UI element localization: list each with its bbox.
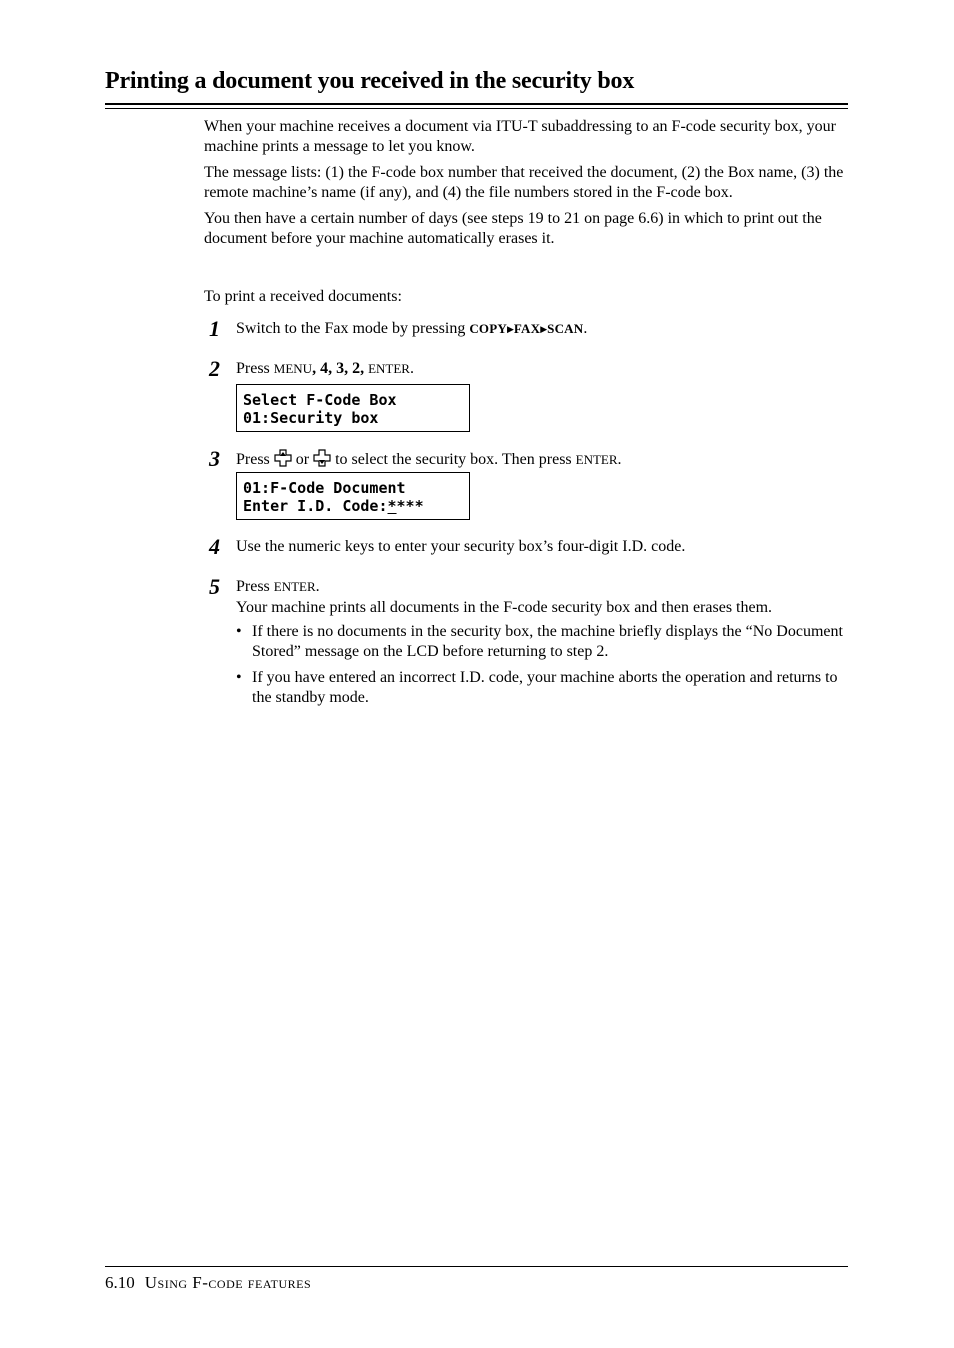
step-3-text xyxy=(236,449,848,473)
key-enter: ENTER xyxy=(575,452,618,467)
key-sequence: , 4, 3, 2, xyxy=(312,360,365,377)
step-number-1: 1 xyxy=(209,316,220,341)
list-item xyxy=(236,668,848,708)
note-text: If there is no documents in the security box, the machine briefly displays the “No Document Stored” message on the LCD before returning to step 2. xyxy=(252,623,843,660)
key-fax: FAX xyxy=(513,321,541,336)
step-1-period: . xyxy=(583,320,588,337)
step-3-or: or xyxy=(295,451,310,468)
nav-down-icon xyxy=(313,449,331,473)
step-number-5: 5 xyxy=(209,574,220,599)
page-number: 6.10 xyxy=(105,1273,135,1292)
intro-section xyxy=(204,117,850,249)
lcd-line-2 xyxy=(243,497,469,515)
footer-rule xyxy=(105,1266,848,1267)
lcd-cursor: * xyxy=(387,497,397,515)
step-2-period: . xyxy=(409,360,414,377)
step-5-line-1 xyxy=(236,577,848,597)
title-rule-thin xyxy=(105,108,848,109)
step-5-line-2: Your machine prints all documents in the F-code security box and then erases them. xyxy=(236,599,773,616)
page-footer xyxy=(105,1273,311,1293)
lcd-line-1: Select F-Code Box xyxy=(243,391,397,409)
step-number-4: 4 xyxy=(209,534,220,559)
lcd-id-prompt: Enter I.D. Code: xyxy=(243,497,388,515)
arrow-right-icon: ▶ xyxy=(506,324,514,334)
lcd-id-mask: *** xyxy=(396,497,424,515)
key-scan: SCAN xyxy=(547,321,584,336)
note-text: If you have entered an incorrect I.D. code, your machine aborts the operation and returns to the standby mode. xyxy=(252,669,838,706)
bullet-icon: • xyxy=(236,669,242,686)
step-5-notes xyxy=(236,622,848,714)
intro-paragraph-3: You then have a certain number of days (see steps 19 to 21 on page 6.6) in which to print out the document before your machine automatically erases it. xyxy=(204,210,822,247)
title-rule-thick xyxy=(105,103,848,105)
lead-text: To print a received documents: xyxy=(204,288,402,305)
step-number-2: 2 xyxy=(209,356,220,381)
step-5-period: . xyxy=(315,578,320,595)
step-3-instruction: to select the security box. Then press xyxy=(335,451,572,468)
intro-paragraph-2: The message lists: (1) the F-code box number that received the document, (2) the Box name, (3) the remote machine’s name (if any), and (4) the file numbers stored in the F-code box. xyxy=(204,164,844,201)
lcd-line-1: 01:F-Code Document xyxy=(243,479,406,497)
key-menu: MENU xyxy=(273,361,313,376)
key-enter: ENTER xyxy=(273,579,316,594)
key-copy: COPY xyxy=(469,321,507,336)
bullet-icon: • xyxy=(236,623,242,640)
step-3-period: . xyxy=(617,451,622,468)
key-enter: ENTER xyxy=(368,361,410,376)
step-2-press: Press xyxy=(236,360,270,377)
step-3-press: Press xyxy=(236,451,270,468)
step-1-instruction: Switch to the Fax mode by pressing xyxy=(236,320,466,337)
section-title: Using F-code features xyxy=(144,1273,312,1292)
step-number-3: 3 xyxy=(209,446,220,471)
intro-paragraph-1: When your machine receives a document via ITU-T subaddressing to an F-code security box, your machine prints a message to let you know. xyxy=(204,118,836,155)
step-2-text xyxy=(236,359,848,379)
page-title: Printing a document you received in the security box xyxy=(105,68,635,94)
nav-up-icon xyxy=(274,449,292,473)
step-1-text xyxy=(236,319,848,340)
arrow-right-icon: ▶ xyxy=(540,324,548,334)
list-item xyxy=(236,622,848,662)
step-5-text xyxy=(236,577,848,618)
step-4-text: Use the numeric keys to enter your security box’s four-digit I.D. code. xyxy=(236,538,686,555)
step-5-press: Press xyxy=(236,578,270,595)
lcd-display-select-box xyxy=(236,384,470,432)
lcd-line-2: 01:Security box xyxy=(243,409,379,427)
lcd-display-enter-id xyxy=(236,472,470,520)
